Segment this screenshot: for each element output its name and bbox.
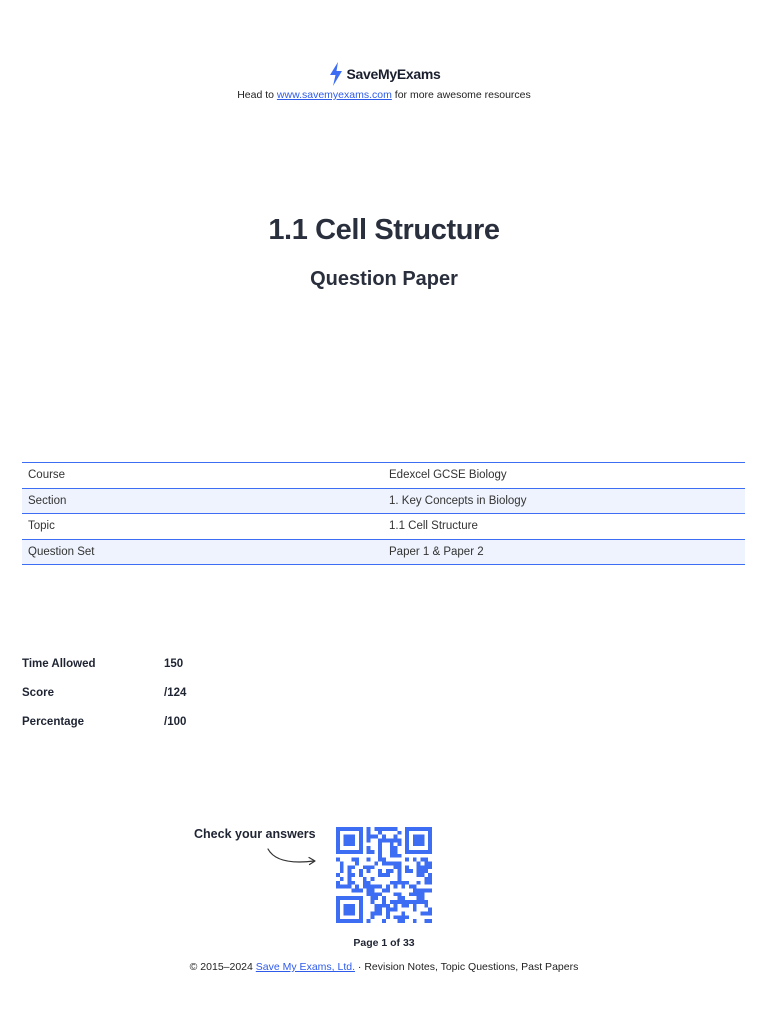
row-label: Topic: [22, 514, 383, 540]
row-value: Edexcel GCSE Biology: [383, 463, 745, 489]
brand-name: SaveMyExams: [346, 66, 441, 82]
table-row: [22, 539, 745, 565]
row-label: Question Set: [22, 539, 383, 565]
stat-label: Time Allowed: [22, 658, 96, 670]
tagline-suffix: for more awesome resources: [394, 89, 531, 101]
table-row: [22, 488, 745, 514]
footer-suffix: · Revision Notes, Topic Questions, Past Papers: [357, 961, 579, 973]
row-value: Paper 1 & Paper 2: [383, 539, 745, 565]
document-title: 1.1 Cell Structure: [268, 214, 500, 246]
document-subtitle: Question Paper: [310, 268, 458, 290]
lightning-bolt-icon: [328, 62, 344, 86]
info-table: [22, 462, 745, 565]
stat-value: 150: [164, 658, 184, 670]
website-link[interactable]: www.savemyexams.com: [276, 89, 392, 101]
stat-value: /100: [164, 716, 187, 728]
company-link[interactable]: Save My Exams, Ltd.: [255, 961, 355, 973]
table-row: [22, 463, 745, 489]
brand-header: [0, 62, 768, 86]
copyright: © 2015–2024: [189, 961, 253, 973]
stat-time-allowed: [22, 658, 186, 687]
footer: [0, 961, 768, 973]
tagline-prefix: Head to: [237, 89, 274, 101]
row-label: Section: [22, 488, 383, 514]
qr-code-icon[interactable]: [336, 827, 432, 923]
row-value: 1. Key Concepts in Biology: [383, 488, 745, 514]
check-answers-label: Check your answers: [194, 827, 316, 841]
row-label: Course: [22, 463, 383, 489]
page-indicator: Page 1 of 33: [353, 937, 415, 949]
stat-label: Score: [22, 687, 54, 699]
stat-score: [22, 687, 186, 716]
stat-value: /124: [164, 687, 187, 699]
table-row: [22, 514, 745, 540]
score-summary: [22, 658, 186, 745]
curved-arrow-icon: [264, 846, 320, 868]
row-value: 1.1 Cell Structure: [383, 514, 745, 540]
tagline: [0, 89, 768, 101]
stat-label: Percentage: [22, 716, 85, 728]
stat-percentage: [22, 716, 186, 745]
